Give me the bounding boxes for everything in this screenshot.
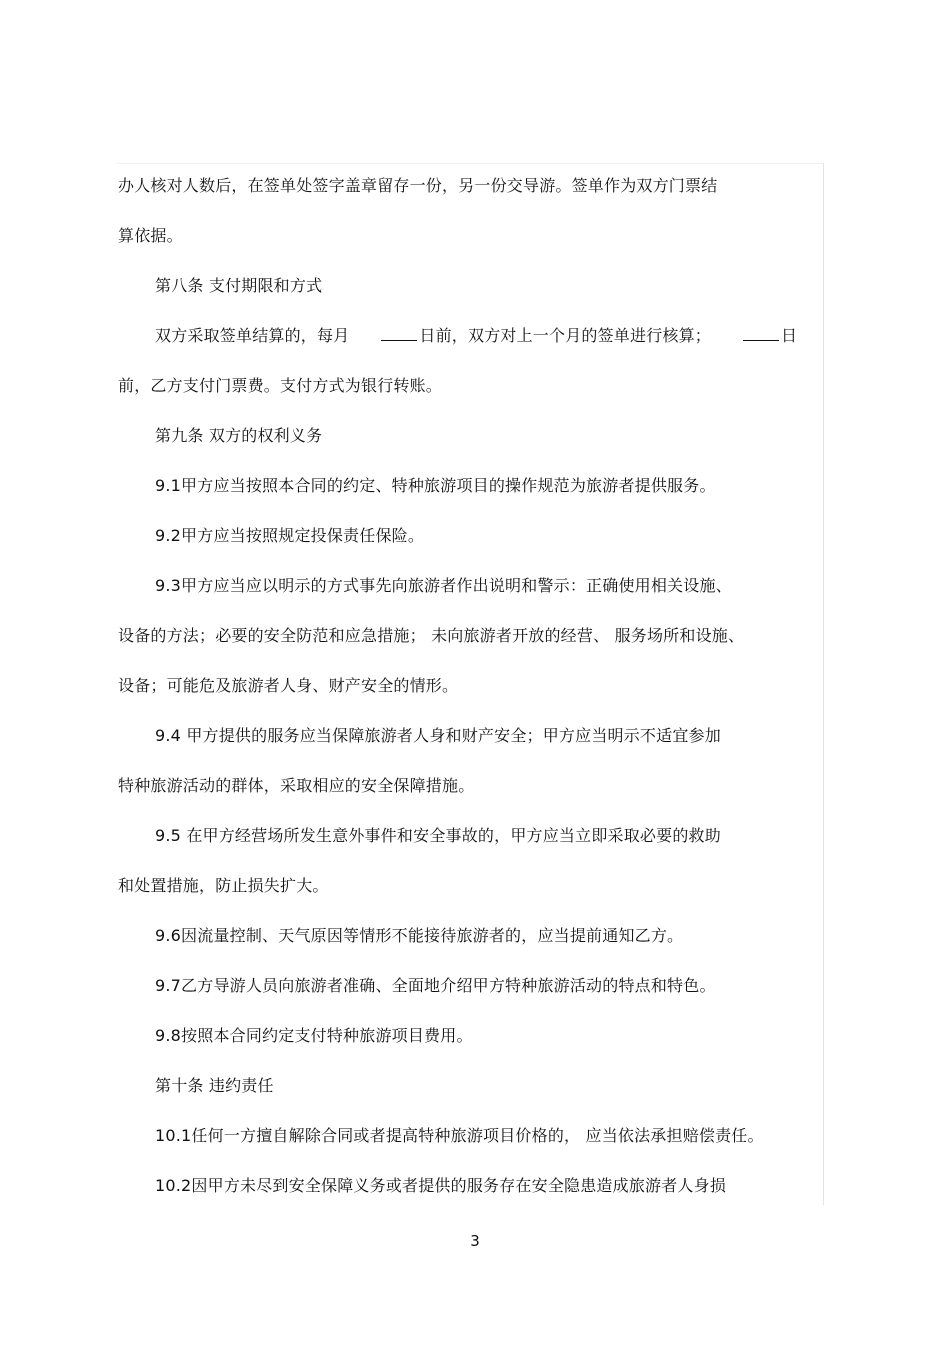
clause-9-7: 9.7乙方导游人员向旅游者准确、全面地介绍甲方特种旅游活动的特点和特色。 (155, 976, 716, 995)
paragraph-line: 特种旅游活动的群体，采取相应的安全保障措施。 (118, 776, 475, 795)
payment-term-text-2: 日前，双方对上一个月的签单进行核算； (419, 326, 712, 345)
paragraph-line: 设备的方法；必要的安全防范和应急措施； 未向旅游者开放的经营、 服务场所和设施、 (118, 626, 745, 645)
payment-term-line (155, 325, 797, 347)
clause-9-2: 9.2甲方应当按照规定投保责任保险。 (155, 526, 425, 545)
clause-9-4: 9.4 甲方提供的服务应当保障旅游者人身和财产安全；甲方应当明示不适宜参加 (155, 726, 721, 745)
clause-9-8: 9.8按照本合同约定支付特种旅游项目费用。 (155, 1026, 473, 1045)
article-9-heading: 第九条 双方的权利义务 (155, 426, 323, 445)
page-border-right (823, 163, 824, 1205)
page-border-top (116, 163, 824, 164)
blank-day-2 (743, 326, 779, 341)
paragraph-line: 设备；可能危及旅游者人身、财产安全的情形。 (118, 676, 459, 695)
article-8-heading: 第八条 支付期限和方式 (155, 276, 323, 295)
clause-9-5: 9.5 在甲方经营场所发生意外事件和安全事故的，甲方应当立即采取必要的救助 (155, 826, 721, 845)
blank-day-1 (381, 326, 417, 341)
paragraph-line: 和处置措施，防止损失扩大。 (118, 876, 329, 895)
paragraph-line: 办人核对人数后，在签单处签字盖章留存一份，另一份交导游。签单作为双方门票结 (118, 176, 718, 195)
payment-term-text-1: 双方采取签单结算的，每月 (155, 326, 350, 345)
clause-10-1: 10.1任何一方擅自解除合同或者提高特种旅游项目价格的， 应当依法承担赔偿责任。 (155, 1126, 764, 1145)
clause-9-6: 9.6因流量控制、天气原因等情形不能接待旅游者的，应当提前通知乙方。 (155, 926, 684, 945)
clause-10-2: 10.2因甲方未尽到安全保障义务或者提供的服务存在安全隐患造成旅游者人身损 (155, 1176, 727, 1195)
payment-term-text-3: 日 (781, 326, 798, 345)
clause-9-1: 9.1甲方应当按照本合同的约定、特种旅游项目的操作规范为旅游者提供服务。 (155, 476, 716, 495)
paragraph-line: 算依据。 (118, 226, 183, 245)
paragraph-line: 前，乙方支付门票费。支付方式为银行转账。 (118, 376, 443, 395)
page-number: 3 (470, 1232, 480, 1250)
clause-9-3: 9.3甲方应当应以明示的方式事先向旅游者作出说明和警示：正确使用相关设施、 (155, 576, 732, 595)
article-10-heading: 第十条 违约责任 (155, 1076, 274, 1095)
